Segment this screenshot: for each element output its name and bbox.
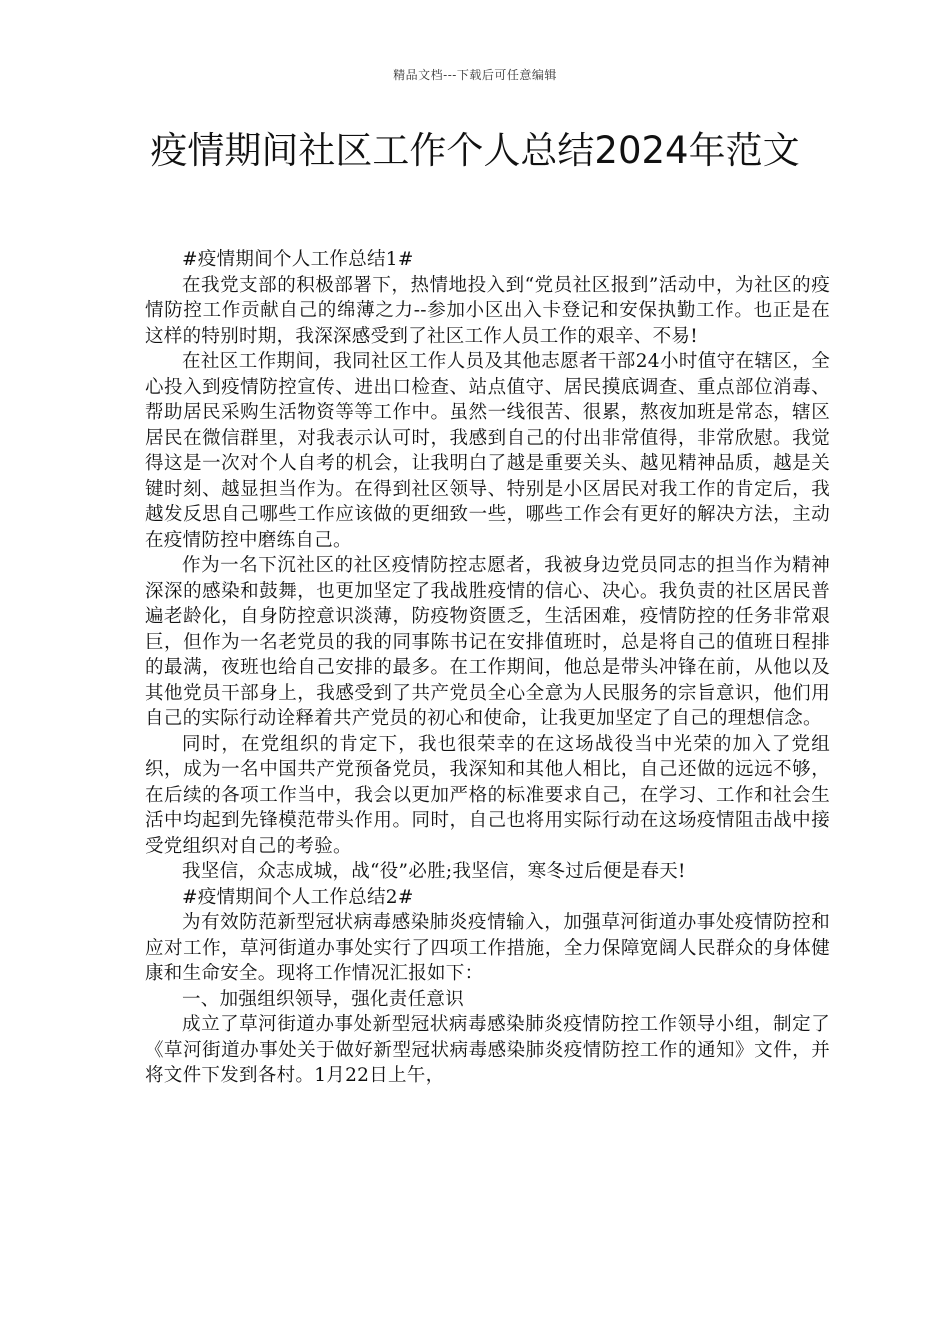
section-heading-1: #疫情期间个人工作总结1# <box>182 249 414 270</box>
subsection-heading: 一、加强组织领导，强化责任意识 <box>182 988 465 1010</box>
header-note: 精品文档---下载后可任意编辑 <box>393 68 557 82</box>
paragraph: 我坚信，众志成城，战“役”必胜;我坚信，寒冬过后便是春天! <box>182 861 686 882</box>
section-heading-2: #疫情期间个人工作总结2# <box>182 886 414 908</box>
document-title: 疫情期间社区工作个人总结2024年范文 <box>150 129 800 172</box>
paragraph: 在社区工作期间，我同社区工作人员及其他志愿者干部24小时值守在辖区，全心投入到疫情防控宣传、进出口检查、站点值守、居民摸底调查、重点部位消毒、帮助居民采购生活物资等等工作中。虽然一线很苦、很累，熬夜加班是常态，辖区居民在微信群里，对我表示认可时，我感到自己的付出非常值得，非常欣慰。我觉得这是一次对个人自考的机会，让我明白了越是重要关头、越见精神品质，越是关键时刻、越显担当作为。在得到社区领导、特别是小区居民对我工作的肯定后，我越发反思自己哪些工作应该做的更细致一些，哪些工作会有更好的解决方法，主动在疫情防控中磨练自己。 <box>145 351 830 551</box>
document-body <box>145 247 830 1089</box>
paragraph: 同时，在党组织的肯定下，我也很荣幸的在这场战役当中光荣的加入了党组织，成为一名中国共产党预备党员，我深知和其他人相比，自己还做的远远不够，在后续的各项工作当中，我会以更加严格的标准要求自己，在学习、工作和社会生活中均起到先锋模范带头作用。同时，自己也将用实际行动在这场疫情阻击战中接受党组织对自己的考验。 <box>145 733 830 857</box>
paragraph: 在我党支部的积极部署下，热情地投入到“党员社区报到”活动中，为社区的疫情防控工作贡献自己的绵薄之力--参加小区出入卡登记和安保执勤工作。也正是在这样的特别时期，我深深感受到了社区工作人员工作的艰辛、不易! <box>145 274 830 347</box>
paragraph: 作为一名下沉社区的社区疫情防控志愿者，我被身边党员同志的担当作为精神深深的感染和鼓舞，也更加坚定了我战胜疫情的信心、决心。我负责的社区居民普遍老龄化，自身防控意识淡薄，防疫物资匮乏，生活困难，疫情防控的任务非常艰巨，但作为一名老党员的我的同事陈书记在安排值班时，总是将自己的值班日程排的最满，夜班也给自己安排的最多。在工作期间，他总是带头冲锋在前，从他以及其他党员干部身上，我感受到了共产党员全心全意为人民服务的宗旨意识，他们用自己的实际行动诠释着共产党员的初心和使命，让我更加坚定了自己的理想信念。 <box>145 555 830 729</box>
paragraph: 成立了草河街道办事处新型冠状病毒感染肺炎疫情防控工作领导小组，制定了《草河街道办事处关于做好新型冠状病毒感染肺炎疫情防控工作的通知》文件，并将文件下发到各村。1月22日上午， <box>145 1014 830 1086</box>
paragraph: 为有效防范新型冠状病毒感染肺炎疫情输入，加强草河街道办事处疫情防控和应对工作，草河街道办事处实行了四项工作措施，全力保障宽阔人民群众的身体健康和生命安全。现将工作情况汇报如下： <box>145 912 830 984</box>
